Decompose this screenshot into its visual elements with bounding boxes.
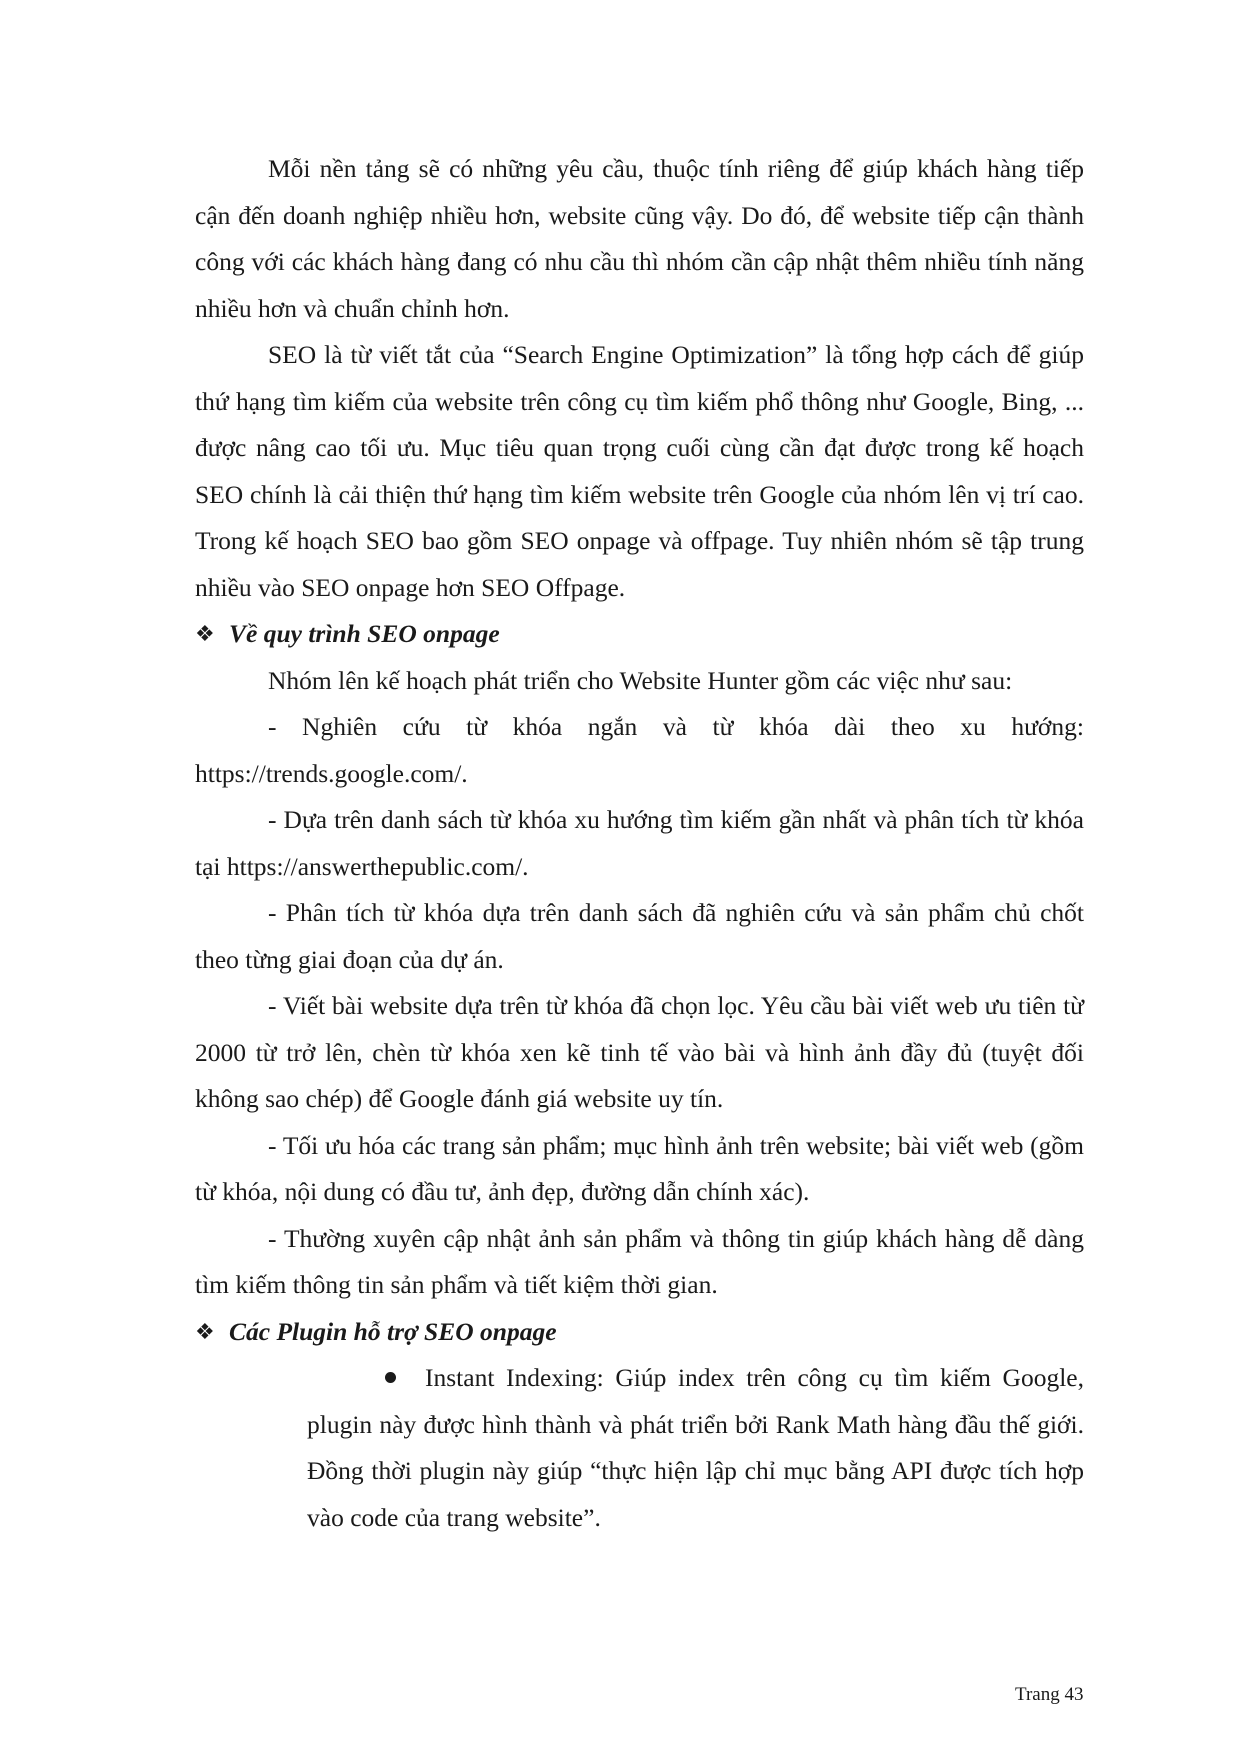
paragraph-plan-intro: Nhóm lên kế hoạch phát triển cho Website Hunter gồm các việc như sau: [268, 665, 1013, 695]
section-heading-text: Về quy trình SEO onpage [229, 619, 500, 648]
document-body [195, 146, 1084, 1541]
plugin-instant-indexing-text: Instant Indexing: Giúp index trên công cụ tìm kiếm Google, plugin này được hình thành và phát triển bởi Rank Math hàng đầu thế giới. Đồng thời plugin này giúp “thực hiện lập chỉ mục bằng API được tích hợp vào code của trang website”. [307, 1363, 1084, 1532]
diamond-bullet-icon: ❖ [195, 621, 215, 646]
section-heading-seo-plugins [195, 1309, 1084, 1356]
paragraph-platform-requirements: Mỗi nền tảng sẽ có những yêu cầu, thuộc tính riêng để giúp khách hàng tiếp cận đến doanh nghiệp nhiều hơn, website cũng vậy. Do đó, để website tiếp cận thành công với các khách hàng đang có nhu cầu thì nhóm cần cập nhật thêm nhiều tính năng nhiều hơn và chuẩn chỉnh hơn. [195, 154, 1084, 323]
diamond-bullet-icon: ❖ [195, 1318, 215, 1344]
section-heading-seo-onpage-process [195, 611, 1084, 658]
list-item-product-analysis: - Phân tích từ khóa dựa trên danh sách đã nghiên cứu và sản phẩm chủ chốt theo từng giai đoạn của dự án. [195, 898, 1084, 974]
paragraph-seo-definition: SEO là từ viết tắt của “Search Engine Optimization” là tổng hợp cách để giúp thứ hạng tìm kiếm của website trên công cụ tìm kiếm phổ thông như Google, Bing, ... được nâng cao tối ưu. Mục tiêu quan trọng cuối cùng cần đạt được trong kế hoạch SEO chính là cải thiện thứ hạng tìm kiếm website trên Google của nhóm lên vị trí cao. Trong kế hoạch SEO bao gồm SEO onpage và offpage. Tuy nhiên nhóm sẽ tập trung nhiều vào SEO onpage hơn SEO Offpage. [195, 340, 1084, 602]
list-item-update-images: - Thường xuyên cập nhật ảnh sản phẩm và thông tin giúp khách hàng dễ dàng tìm kiếm thông tin sản phẩm và tiết kiệm thời gian. [195, 1223, 1084, 1299]
list-item-write-articles: - Viết bài website dựa trên từ khóa đã chọn lọc. Yêu cầu bài viết web ưu tiên từ 2000 từ trở lên, chèn từ khóa xen kẽ tinh tế vào bài và hình ảnh đầy đủ (tuyệt đối không sao chép) để Google đánh giá website uy tín. [195, 991, 1084, 1113]
bullet-dot-icon [385, 1372, 396, 1383]
plugin-list-item [307, 1355, 1084, 1541]
list-item-keyword-analysis: - Dựa trên danh sách từ khóa xu hướng tìm kiếm gần nhất và phân tích từ khóa tại https://answerthepublic.com/. [195, 805, 1084, 881]
section-heading-text: Các Plugin hỗ trợ SEO onpage [229, 1316, 557, 1346]
list-item-keyword-research: - Nghiên cứu từ khóa ngắn và từ khóa dài theo xu hướng: https://trends.google.com/. [195, 712, 1084, 788]
list-item-optimize-pages: - Tối ưu hóa các trang sản phẩm; mục hình ảnh trên website; bài viết web (gồm từ khóa, nội dung có đầu tư, ảnh đẹp, đường dẫn chính xác). [195, 1130, 1084, 1206]
page-number: Trang 43 [1015, 1684, 1084, 1705]
